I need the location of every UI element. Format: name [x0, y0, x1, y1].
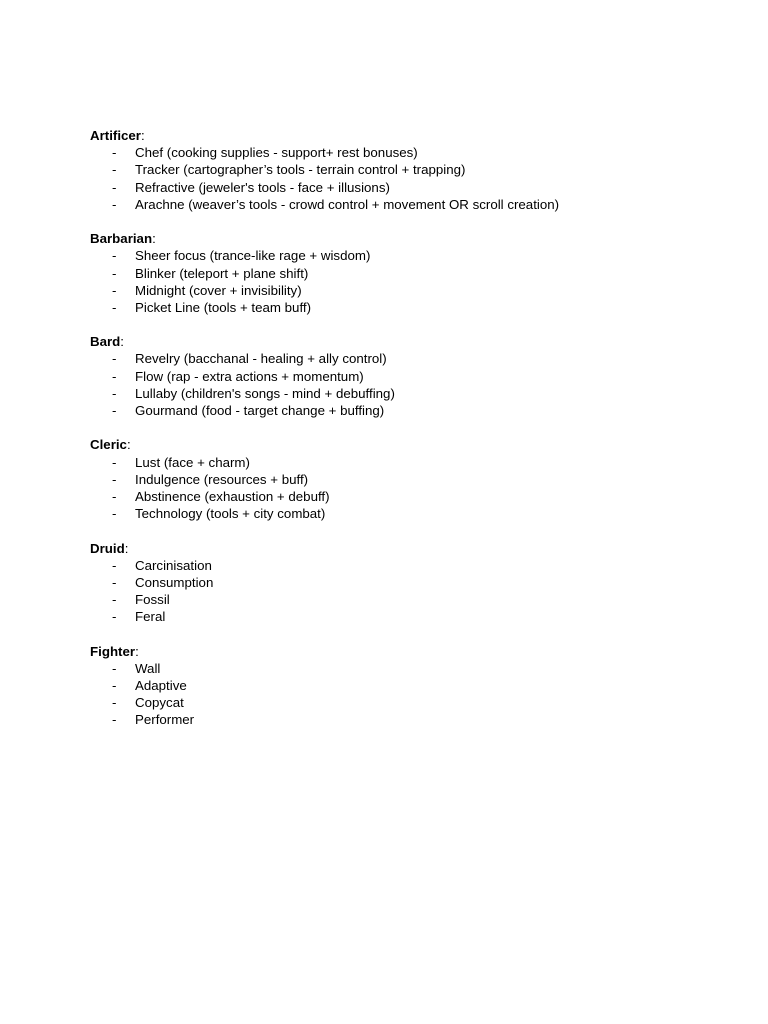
section-heading [90, 230, 740, 247]
item-list [90, 454, 740, 523]
dash-bullet: - [112, 454, 117, 470]
dash-bullet: - [112, 351, 117, 367]
list-item [90, 471, 740, 488]
section-bard [90, 333, 740, 419]
list-item-text: Revelry (bacchanal - healing + ally control) [135, 351, 387, 367]
dash-bullet: - [112, 609, 117, 625]
list-item-text: Gourmand (food - target change + buffing) [135, 403, 385, 418]
heading-colon: : [135, 643, 139, 659]
list-item-text: Feral [135, 609, 166, 625]
list-item-text: Flow (rap - extra actions + momentum) [135, 368, 364, 384]
list-item [90, 368, 740, 385]
dash-bullet: - [112, 368, 117, 384]
dash-bullet: - [112, 403, 117, 418]
section-cleric [90, 436, 740, 522]
section-heading [90, 643, 740, 660]
dash-bullet: - [112, 145, 117, 161]
dash-bullet: - [112, 248, 117, 264]
list-item-text: Performer [135, 712, 195, 728]
list-item [90, 591, 740, 608]
dash-bullet: - [112, 162, 117, 178]
heading-colon: : [152, 231, 156, 247]
list-item [90, 196, 740, 213]
section-heading-name: Bard [90, 334, 121, 350]
list-item [90, 299, 740, 316]
list-item [90, 350, 740, 367]
list-item-text: Abstinence (exhaustion + debuff) [135, 488, 330, 504]
list-item [90, 385, 740, 402]
dash-bullet: - [112, 557, 117, 573]
list-item [90, 711, 740, 728]
list-item [90, 265, 740, 282]
list-item [90, 402, 740, 419]
section-heading [90, 333, 740, 350]
list-item [90, 179, 740, 196]
section-heading-name: Artificer [90, 128, 141, 143]
item-list [90, 350, 740, 419]
list-item-text: Adaptive [135, 678, 187, 693]
list-item-text: Lullaby (children's songs - mind + debuffing) [135, 385, 395, 401]
heading-colon: : [126, 437, 131, 453]
item-list [90, 557, 740, 626]
document-page [90, 127, 740, 746]
list-item [90, 505, 740, 522]
item-list [90, 660, 740, 729]
list-item [90, 247, 740, 264]
list-item [90, 161, 740, 178]
section-heading-name: Druid [90, 540, 125, 556]
dash-bullet: - [112, 265, 117, 281]
list-item-text: Consumption [135, 574, 214, 590]
list-item [90, 282, 740, 299]
dash-bullet: - [112, 678, 117, 693]
heading-colon: : [141, 128, 145, 143]
list-item-text: Indulgence (resources + buff) [135, 471, 309, 487]
list-item-text: Blinker (teleport + plane shift) [135, 265, 309, 281]
list-item [90, 677, 740, 694]
dash-bullet: - [112, 712, 117, 728]
dash-bullet: - [112, 471, 117, 487]
list-item [90, 660, 740, 677]
section-heading [90, 127, 740, 144]
list-item-text: Carcinisation [135, 557, 212, 573]
section-heading-name: Cleric [90, 437, 127, 453]
section-heading [90, 436, 740, 453]
list-item-text: Midnight (cover + invisibility) [135, 282, 302, 298]
dash-bullet: - [112, 660, 117, 676]
dash-bullet: - [112, 574, 117, 590]
list-item-text: Picket Line (tools + team buff) [135, 299, 312, 315]
heading-colon: : [124, 540, 129, 556]
section-artificer [90, 127, 740, 213]
list-item-text: Sheer focus (trance-like rage + wisdom) [135, 248, 371, 264]
section-heading-name: Fighter [90, 643, 136, 659]
list-item [90, 694, 740, 711]
list-item [90, 454, 740, 471]
section-heading [90, 540, 740, 557]
dash-bullet: - [112, 488, 117, 504]
dash-bullet: - [112, 179, 117, 195]
list-item-text: Lust (face + charm) [135, 454, 250, 470]
section-fighter [90, 643, 740, 729]
list-item-text: Technology (tools + city combat) [135, 506, 326, 522]
list-item-text: Copycat [135, 695, 184, 711]
dash-bullet: - [112, 196, 117, 212]
dash-bullet: - [112, 695, 117, 711]
list-item [90, 557, 740, 574]
list-item [90, 144, 740, 161]
list-item-text: Tracker (cartographer’s tools - terrain control + trapping) [135, 162, 466, 178]
list-item [90, 488, 740, 505]
item-list [90, 247, 740, 316]
list-item [90, 608, 740, 625]
list-item-text: Refractive (jeweler's tools - face + illusions) [135, 179, 390, 195]
list-item [90, 574, 740, 591]
dash-bullet: - [112, 506, 117, 522]
list-item-text: Arachne (weaver’s tools - crowd control + movement OR scroll creation) [135, 196, 560, 212]
section-druid [90, 540, 740, 626]
item-list [90, 144, 740, 213]
heading-colon: : [120, 334, 124, 350]
dash-bullet: - [112, 385, 117, 401]
list-item-text: Chef (cooking supplies - support+ rest bonuses) [135, 145, 418, 161]
section-heading-name: Barbarian [90, 231, 153, 247]
dash-bullet: - [112, 299, 117, 315]
section-barbarian [90, 230, 740, 316]
list-item-text: Wall [135, 660, 161, 676]
list-item-text: Fossil [135, 592, 170, 608]
dash-bullet: - [112, 282, 117, 298]
dash-bullet: - [112, 592, 117, 608]
